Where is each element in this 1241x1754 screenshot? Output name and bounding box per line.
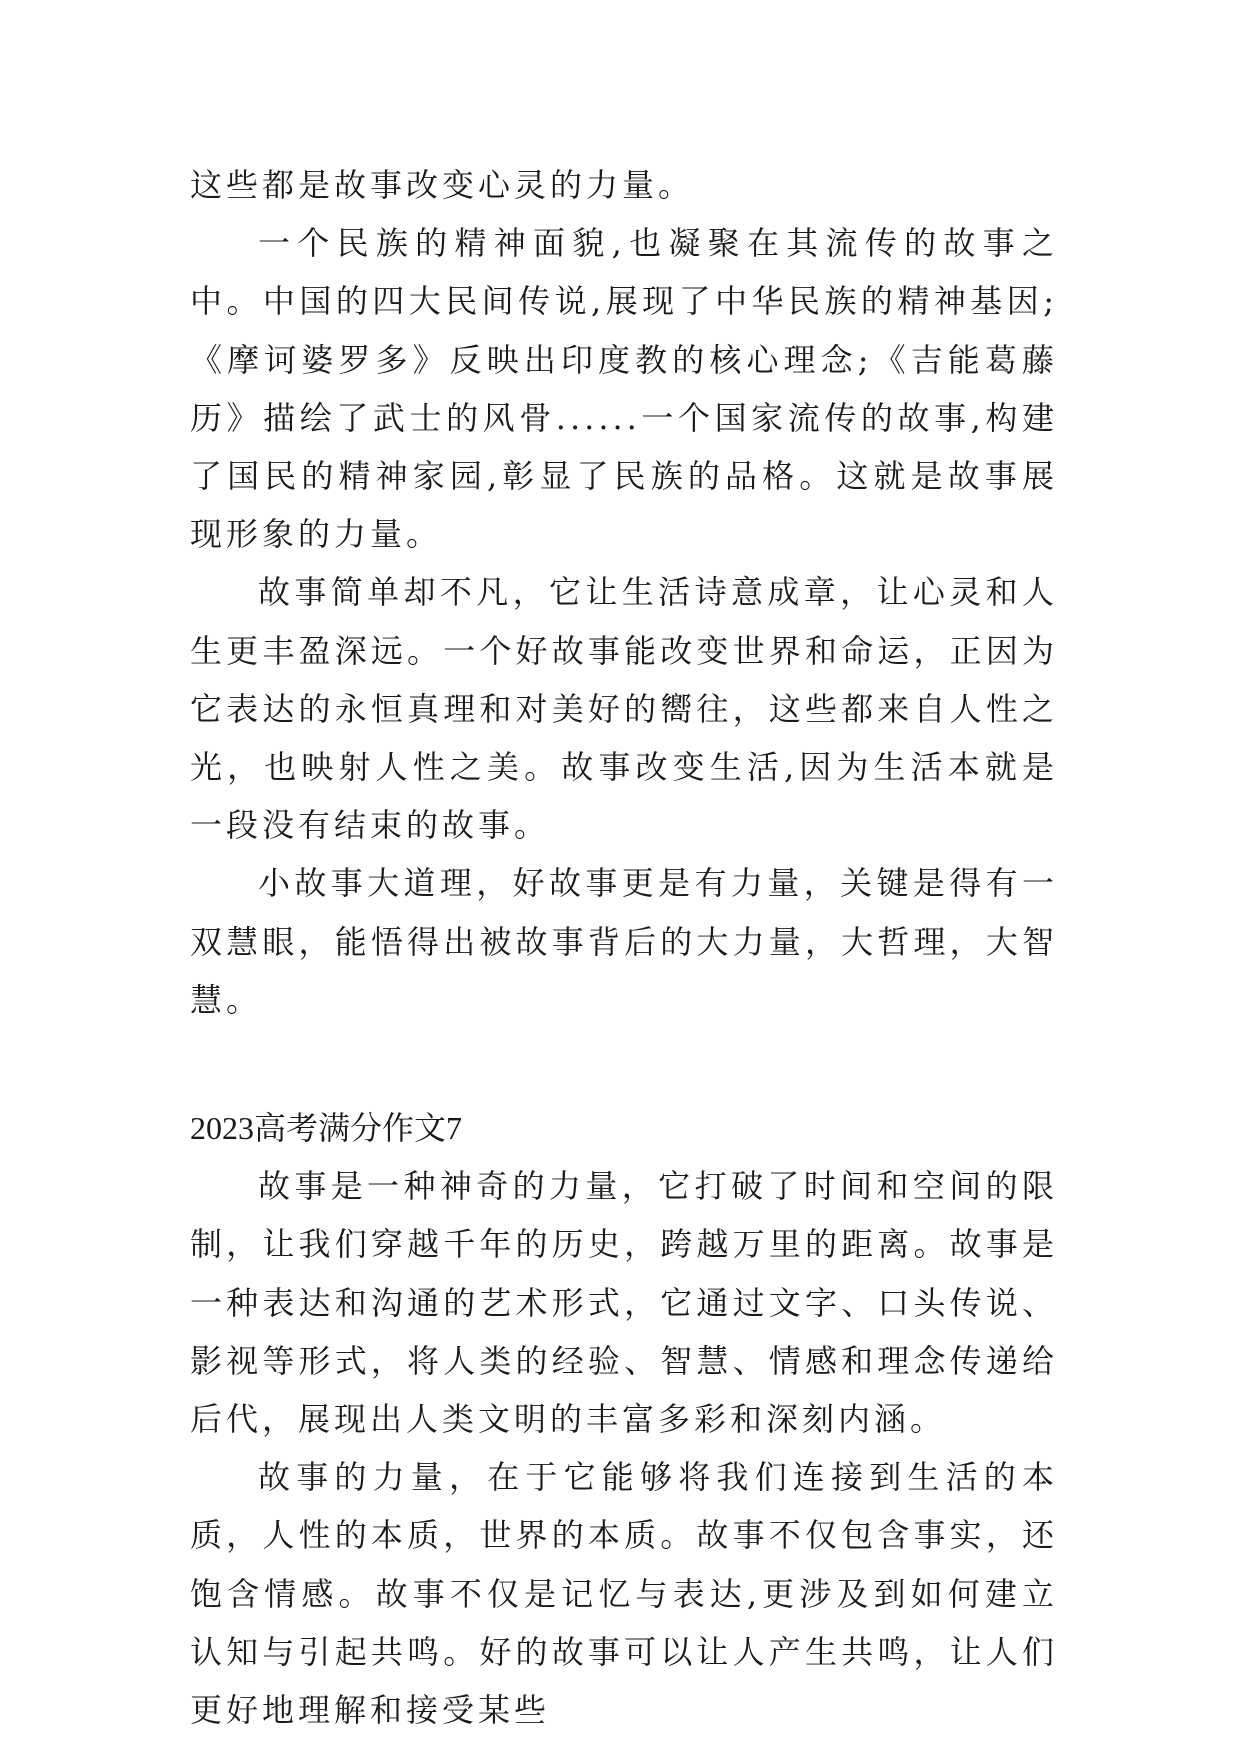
body-text	[190, 156, 1058, 1739]
paragraph-national-spirit: 一个民族的精神面貌,也凝聚在其流传的故事之中。中国的四大民间传说,展现了中华民族的精神基因;《摩诃婆罗多》反映出印度教的核心理念;《吉能葛藤历》描绘了武士的风骨......一个国家流传的故事,构建了国民的精神家园,彰显了民族的品格。这就是故事展现形象的力量。	[190, 224, 1058, 554]
paragraph-simple-yet-extraordinary: 故事简单却不凡，它让生活诗意成章，让心灵和人生更丰盈深远。一个好故事能改变世界和命运，正因为它表达的永恒真理和对美好的嚮往，这些都来自人性之光，也映射人性之美。故事改变生活,因为生活本就是一段没有结束的故事。	[190, 573, 1058, 845]
essay-title: 2023高考满分作文7	[190, 1110, 463, 1147]
section-gap	[190, 1029, 1058, 1099]
paragraph-magic-power: 故事是一种神奇的力量，它打破了时间和空间的限制，让我们穿越千年的历史，跨越万里的距离。故事是一种表达和沟通的艺术形式，它通过文字、口头传说、影视等形式，将人类的经验、智慧、情感和理念传递给后代，展现出人类文明的丰富多彩和深刻内涵。	[190, 1167, 1058, 1439]
paragraph-small-story-big-truth: 小故事大道理，好故事更是有力量，关键是得有一双慧眼，能悟得出被故事背后的大力量，大哲理，大智慧。	[190, 864, 1058, 1019]
paragraph-essence: 故事的力量，在于它能够将我们连接到生活的本质，人性的本质，世界的本质。故事不仅包含事实，还饱含情感。故事不仅是记忆与表达,更涉及到如何建立认知与引起共鸣。好的故事可以让人产生共鸣，让人们更好地理解和接受某些	[190, 1458, 1058, 1730]
paragraph-continuation: 这些都是故事改变心灵的力量。	[190, 166, 695, 204]
